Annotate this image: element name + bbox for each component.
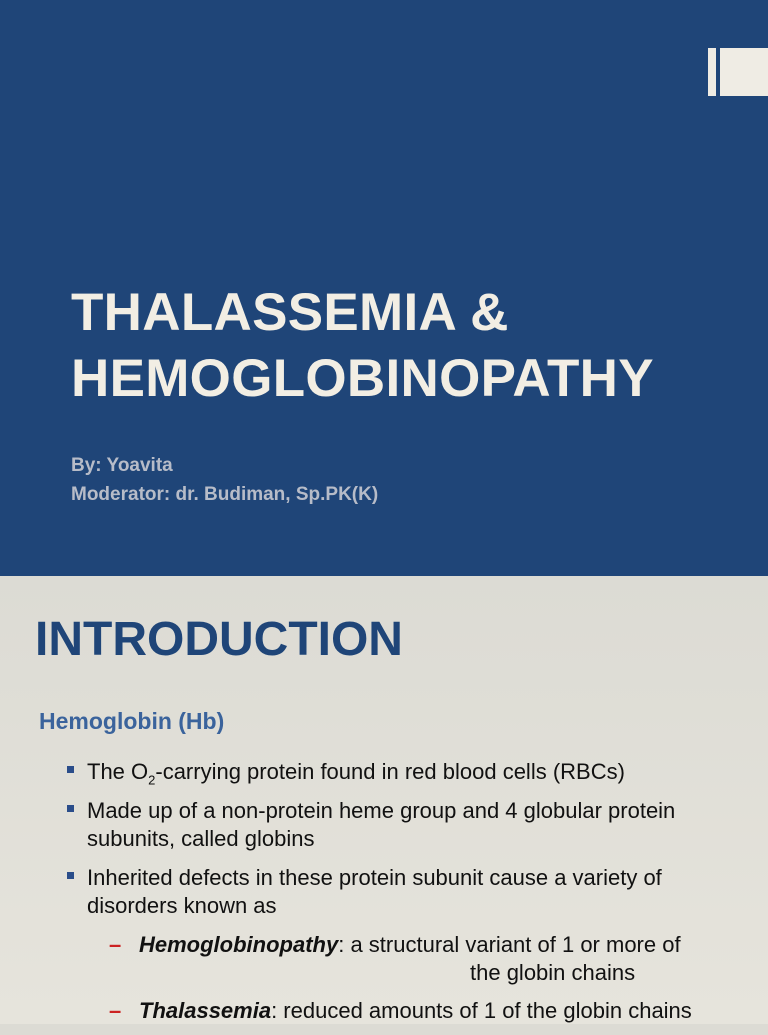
bullet-list xyxy=(0,758,768,1035)
bullet-square-icon xyxy=(67,872,74,879)
title-line-2: HEMOGLOBINOPATHY xyxy=(71,349,654,408)
dash-icon: – xyxy=(109,998,122,1023)
bullet-square-icon xyxy=(67,766,74,773)
bullet-square-icon xyxy=(67,805,74,812)
corner-bar xyxy=(708,48,716,96)
bullet-item xyxy=(0,758,727,786)
sub1-text-continued: the globin chains xyxy=(470,960,636,985)
bullet1-post: -carrying protein found in red blood cells (RBCs) xyxy=(155,759,625,784)
term-hemoglobinopathy: Hemoglobinopathy xyxy=(139,932,339,957)
term-thalassemia: Thalassemia xyxy=(139,998,272,1023)
sub1-text: : a structural variant of 1 or more of xyxy=(338,932,681,957)
bullet-item xyxy=(0,864,727,920)
sub-bullet-item xyxy=(0,997,739,1025)
bullet3-text: Inherited defects in these protein subunit cause a variety of disorders known as xyxy=(87,865,662,918)
author: By: Yoavita xyxy=(71,455,173,476)
title-line-1: THALASSEMIA & xyxy=(71,283,509,342)
byline xyxy=(71,451,378,509)
sub-bullet-item xyxy=(0,931,739,987)
bullet-item xyxy=(0,797,727,853)
corner-block xyxy=(720,48,768,96)
bullet2-text: Made up of a non-protein heme group and 4 globular protein subunits, called globins xyxy=(87,798,676,851)
intro-title: INTRODUCTION xyxy=(35,613,403,666)
moderator: Moderator: dr. Budiman, Sp.PK(K) xyxy=(71,484,379,505)
bullet1-text xyxy=(87,759,625,788)
slide-title xyxy=(71,280,751,412)
subheading: Hemoglobin (Hb) xyxy=(39,708,225,734)
corner-decoration xyxy=(708,48,768,96)
sub2-text: : reduced amounts of 1 of the globin chains xyxy=(271,998,692,1023)
dash-icon: – xyxy=(109,932,122,957)
bullet1-subscript: 2 xyxy=(148,772,156,788)
introduction-slide xyxy=(0,576,768,1024)
bullet1-pre: The O xyxy=(87,759,149,784)
